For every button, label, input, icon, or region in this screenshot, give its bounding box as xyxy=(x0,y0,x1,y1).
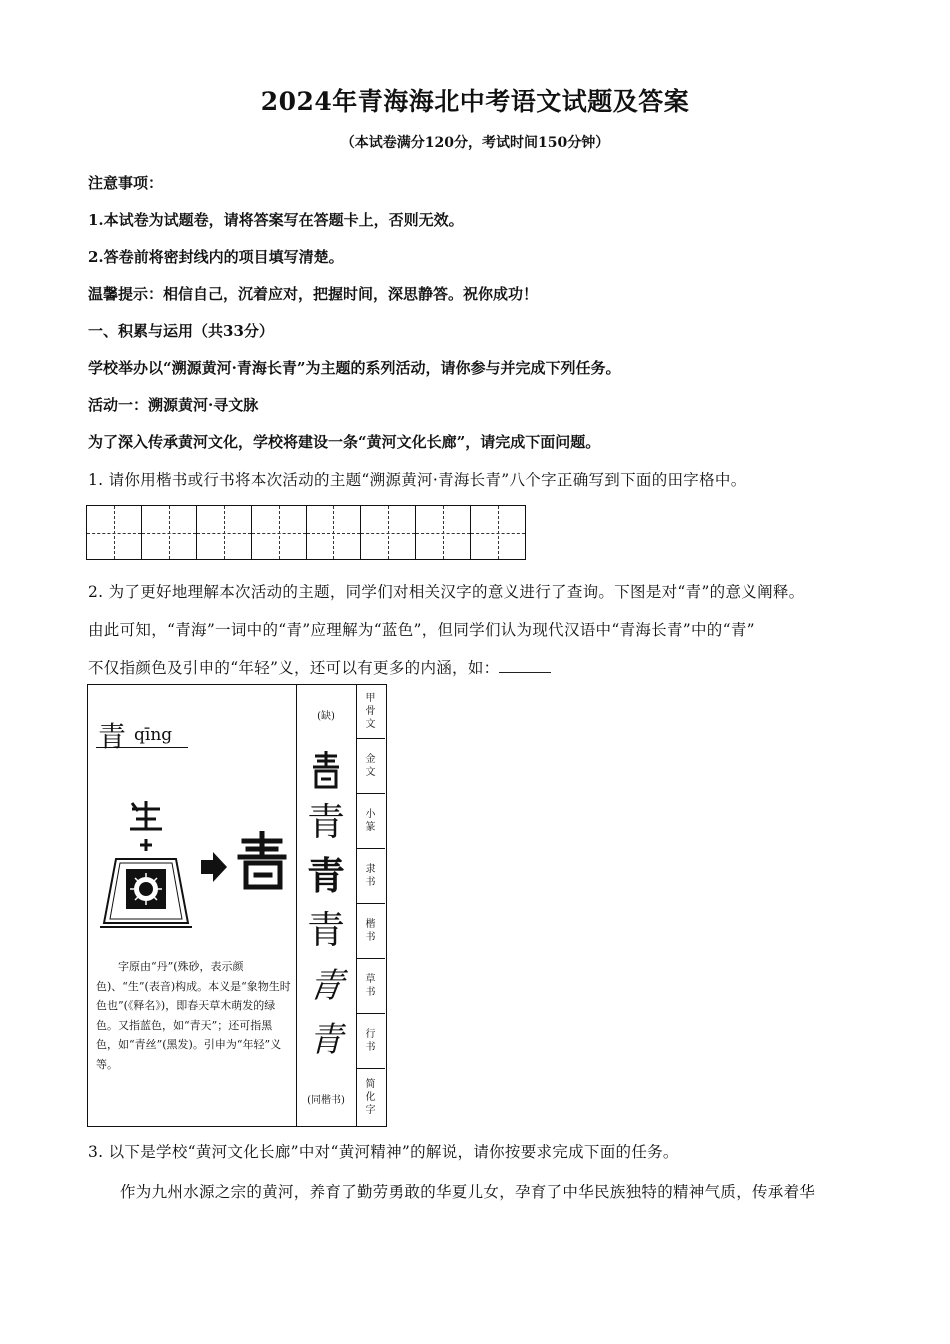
jinwen-script-icon xyxy=(310,749,342,789)
caoshu-glyph: 青 xyxy=(306,966,346,1006)
label-jiaguwen: 甲 骨 文 xyxy=(356,685,385,739)
label-kaishu: 楷 书 xyxy=(356,904,385,959)
sheng-glyph-icon xyxy=(130,801,162,829)
jinwen-glyph-icon xyxy=(236,831,288,891)
grid-cell[interactable] xyxy=(197,506,252,559)
cross-mark-icon xyxy=(140,839,152,851)
activity-heading: 活动一：溯源黄河·寻文脉 xyxy=(88,396,259,414)
pinyin: qīng xyxy=(134,725,173,745)
activity-task: 为了深入传承黄河文化，学校将建设一条“黄河文化长廊”，请完成下面问题。 xyxy=(88,433,601,451)
dan-vessel-icon xyxy=(100,859,192,927)
section-heading: 一、积累与运用（共33分） xyxy=(88,322,274,340)
question-3-passage: 作为九州水源之宗的黄河，养育了勤劳勇敢的华夏儿女，孕育了中华民族独特的精神气质，传承着华 xyxy=(120,1183,816,1201)
grid-cell[interactable] xyxy=(361,506,416,559)
label-xingshu: 行 书 xyxy=(356,1014,385,1069)
notice-item-2: 2.答卷前将密封线内的项目填写清楚。 xyxy=(88,248,344,266)
explanation-text: 字原由“丹”(殊砂，表示颜色)、“生”(表音)构成。本义是“象物生时色也”(《释名》)，即春天草木萌发的绿色。又指蓝色，如“青天”；还可指黑色，如“青丝”(黑发)。引申为“年轻”义等。 xyxy=(96,960,291,1071)
character-explanation xyxy=(96,957,292,1074)
divider xyxy=(96,747,188,748)
script-forms-column xyxy=(296,685,357,1126)
xiaozhuan-glyph: 青 xyxy=(306,800,345,844)
question-3: 3. 以下是学校“黄河文化长廊”中对“黄河精神”的解说，请你按要求完成下面的任务。 xyxy=(88,1143,679,1161)
question-2-line-1: 2. 为了更好地理解本次活动的主题，同学们对相关汉字的意义进行了查询。下图是对“青”的意义阐释。 xyxy=(88,583,805,601)
grid-cell[interactable] xyxy=(416,506,471,559)
grid-cell[interactable] xyxy=(471,506,525,559)
tianzige-grid[interactable] xyxy=(86,505,526,560)
same-as-kaishu-note: (同楷书) xyxy=(307,1095,345,1106)
question-2-line-3 xyxy=(88,656,551,678)
question-1: 1. 请你用楷书或行书将本次活动的主题“溯源黄河·青海长青”八个字正确写到下面的田字格中。 xyxy=(88,471,747,489)
arrow-right-icon xyxy=(201,850,227,884)
label-caoshu: 草 书 xyxy=(356,959,385,1014)
grid-cell[interactable] xyxy=(252,506,307,559)
section-intro: 学校举办以“溯源黄河·青海长青”为主题的系列活动，请你参与并完成下列任务。 xyxy=(88,359,621,377)
notice-item-1: 1.本试卷为试题卷，请将答案写在答题卡上，否则无效。 xyxy=(88,211,464,229)
missing-note: (缺) xyxy=(317,711,335,722)
script-labels-column xyxy=(356,685,385,1126)
exam-subtitle: （本试卷满分120分，考试时间150分钟） xyxy=(340,135,610,151)
question-2-line-3-text: 不仅指颜色及引申的“年轻”义，还可以有更多的内涵，如： xyxy=(88,659,500,677)
grid-cell[interactable] xyxy=(142,506,197,559)
figure-entry-panel xyxy=(88,685,297,1126)
notice-heading: 注意事项： xyxy=(88,174,164,192)
lishu-glyph: 青 xyxy=(306,853,345,898)
label-xiaozhuan: 小 篆 xyxy=(356,794,385,849)
xingshu-glyph: 青 xyxy=(309,1020,343,1060)
grid-cell[interactable] xyxy=(307,506,362,559)
dictionary-figure xyxy=(87,684,387,1127)
glyph-origin-illustration xyxy=(96,795,196,935)
answer-blank[interactable] xyxy=(499,658,551,673)
label-jianhuazi: 简 化 字 xyxy=(365,1078,376,1116)
question-2-line-2: 由此可知，“青海”一词中的“青”应理解为“蓝色”，但同学们认为现代汉语中“青海长青”中的“青” xyxy=(88,621,755,639)
label-jinwen: 金 文 xyxy=(356,739,385,794)
label-lishu: 隶 书 xyxy=(356,849,385,904)
head-character: 青 xyxy=(98,720,127,753)
exam-title: 2024年青海海北中考语文试题及答案 xyxy=(260,87,690,116)
grid-cell[interactable] xyxy=(87,506,142,559)
kaishu-glyph: 青 xyxy=(306,908,345,952)
notice-tip: 温馨提示：相信自己，沉着应对，把握时间，深思静答。祝你成功！ xyxy=(88,285,539,303)
